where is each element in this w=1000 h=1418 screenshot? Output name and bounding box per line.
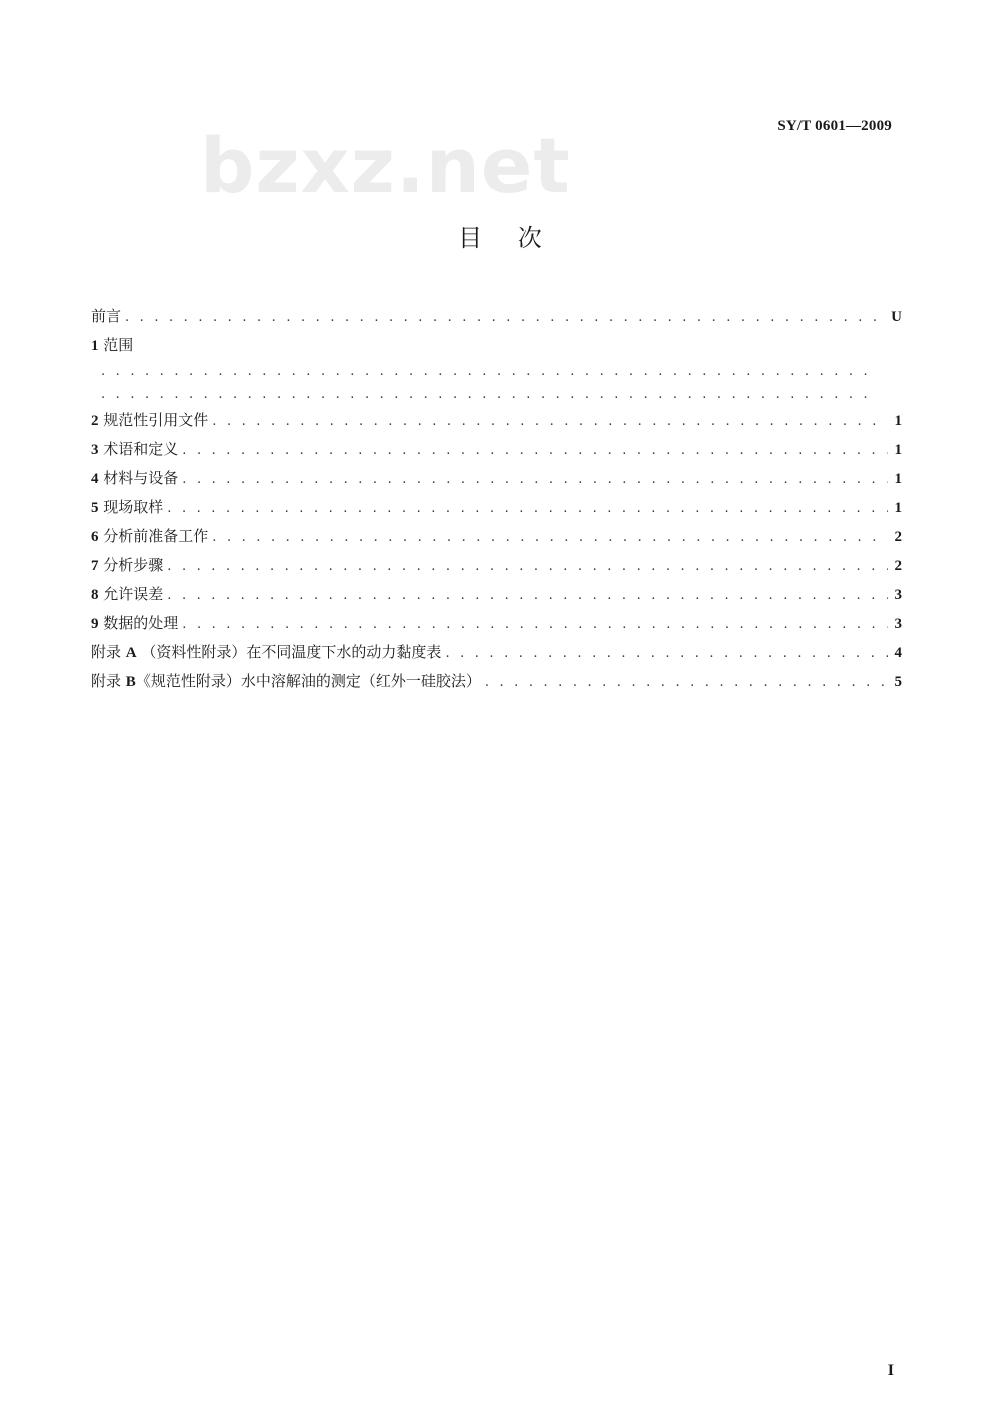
toc-entry-text: 范围 [103,336,134,354]
toc-entry-text: 术语和定义 [103,440,179,458]
dot-leader [167,552,888,581]
toc-page-number: 3 [894,616,902,632]
toc-entry-text: 现场取样 [103,498,164,516]
dot-leader [445,639,888,668]
dot-leader [485,668,888,697]
toc-page-number: 4 [894,645,902,661]
dot-leader [182,610,888,639]
toc-entry-label [91,580,163,610]
dot-leader [101,360,877,383]
page-title: 目 次 [458,224,556,252]
toc-page-number: 1 [894,471,902,487]
toc-entry-label [91,435,178,465]
appendix-letter: B [125,674,136,690]
toc-entry-label [91,667,481,697]
toc-entry-appendix-b[interactable] [91,667,902,696]
toc-entry-label [91,609,178,639]
toc-entry-number: 9 [91,616,99,632]
toc-entry-text: 《规范性附录）水中溶解油的测定（红外一硅胶法） [135,672,481,690]
toc-entry-preface[interactable] [91,302,902,331]
toc-entry-number: 7 [91,558,99,574]
standard-code: SY/T 0601—2009 [777,118,892,134]
dot-leader [212,407,888,436]
dot-leader [182,465,888,494]
toc-entry-number: 2 [91,413,99,429]
toc-entry[interactable] [91,435,902,464]
toc-entry-appendix-a[interactable] [91,638,902,667]
toc-entry-label [91,522,208,552]
toc-page-number: 1 [894,442,902,458]
toc-entry[interactable] [91,406,902,435]
toc-entry-label [91,638,441,668]
toc-entry-text: 分析步骤 [103,556,164,574]
toc-entry-label [91,493,163,523]
toc-page-number: 2 [894,558,902,574]
toc-entry-text: 数据的处理 [103,614,179,632]
toc-entry-label [91,551,163,581]
toc-entry-label [91,406,208,436]
toc-entry-number: 8 [91,587,99,603]
toc-entry[interactable] [91,522,902,551]
dot-leader [167,494,888,523]
appendix-letter: A [125,645,137,661]
toc-entry-text: 材料与设备 [103,469,179,487]
toc-entry-text: 规范性引用文件 [103,411,209,429]
toc-entry-label: 前言 [91,307,122,325]
toc-entry-text: 允许误差 [103,585,164,603]
toc-entry-number: 4 [91,471,99,487]
page-number: I [887,1362,894,1379]
toc-entry-number: 3 [91,442,99,458]
toc-page-number: 5 [894,674,902,690]
dot-leader [182,436,888,465]
toc-entry-text: 分析前准备工作 [103,527,209,545]
dot-leader [101,383,877,406]
toc-page-number: U [891,309,902,325]
toc-page-number: 3 [894,587,902,603]
toc-entry-number: 1 [91,338,99,354]
toc-entry[interactable] [91,464,902,493]
table-of-contents [91,302,902,696]
dot-leader [212,523,888,552]
toc-entry-text: （资料性附录）在不同温度下水的动力黏度表 [141,643,442,661]
toc-entry-number: 5 [91,500,99,516]
toc-entry[interactable] [91,493,902,522]
toc-entry[interactable] [91,609,902,638]
appendix-prefix: 附录 [91,643,122,661]
toc-page-number: 2 [894,529,902,545]
toc-entry[interactable] [91,580,902,609]
watermark: bzxz.net [200,121,571,210]
toc-entry[interactable] [91,551,902,580]
toc-entry-scope[interactable] [91,331,902,360]
toc-entry-label [91,464,178,494]
toc-page-number: 1 [894,413,902,429]
toc-entry-number: 6 [91,529,99,545]
dot-leader [125,303,887,332]
dot-leader [167,581,888,610]
toc-entry-label [91,331,133,361]
toc-page-number: 1 [894,500,902,516]
appendix-prefix: 附录 [91,672,122,690]
